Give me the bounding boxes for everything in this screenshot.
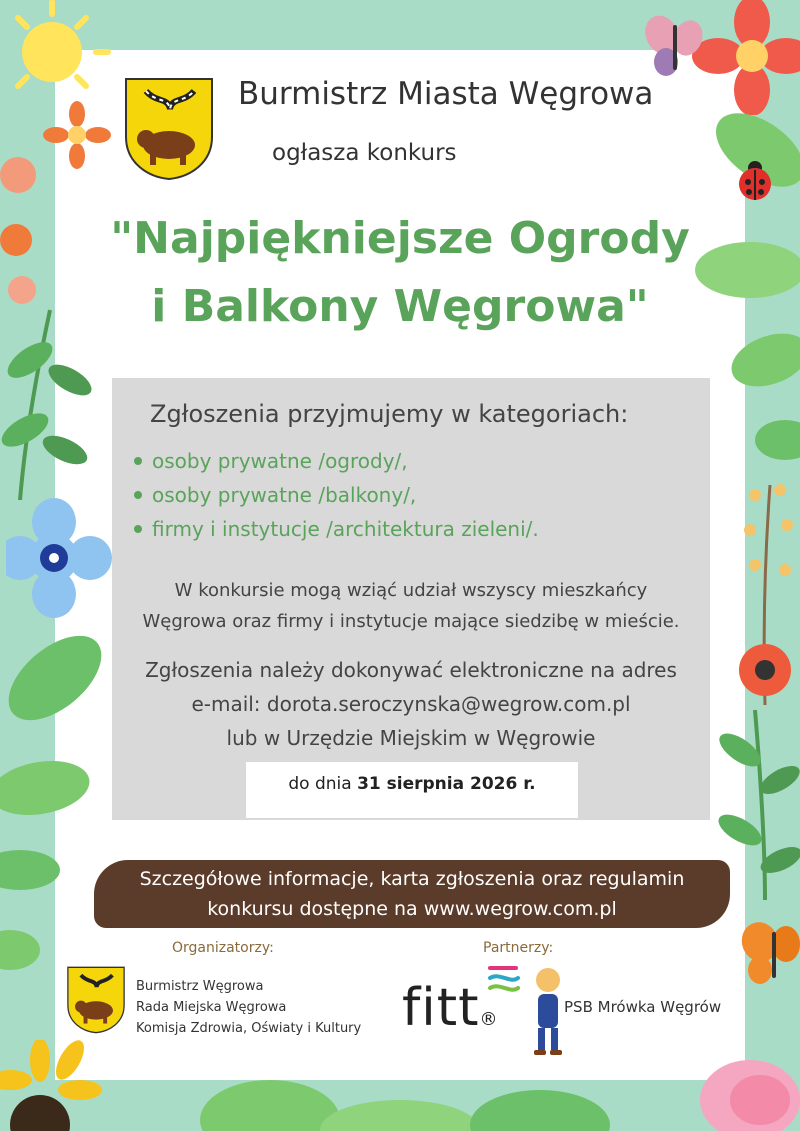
- categories-heading: Zgłoszenia przyjmujemy w kategoriach:: [150, 400, 629, 428]
- issuer-heading: Burmistrz Miasta Węgrowa: [238, 76, 654, 112]
- eligibility-line-1: W konkursie mogą wziąć udział wszyscy mieszkańcy: [174, 580, 648, 601]
- partner-name: PSB Mrówka Węgrów: [564, 998, 722, 1016]
- bullet-icon: [134, 457, 142, 465]
- submission-line-1: Zgłoszenia należy dokonywać elektroniczne na adres: [145, 658, 677, 682]
- list-item: Komisja Zdrowia, Oświaty i Kultury: [136, 1021, 362, 1036]
- partners-label: Partnerzy:: [483, 940, 554, 956]
- flower-icon: [735, 475, 800, 705]
- deadline-prefix: do dnia: [288, 774, 352, 794]
- categories-list: [134, 444, 539, 546]
- organizers-label: Organizatorzy:: [172, 940, 274, 956]
- fitt-logo-mark: ®: [479, 1009, 499, 1030]
- leaf-icon: [0, 840, 60, 980]
- list-item: [134, 478, 539, 512]
- flower-icon: [6, 498, 112, 618]
- butterfly-icon: [738, 918, 800, 988]
- bush-icon: [200, 1060, 620, 1131]
- mascot-icon: [528, 964, 568, 1056]
- eligibility-line-2: Węgrowa oraz firmy i instytucje mające siedzibę w mieście.: [142, 611, 680, 632]
- crest-icon: [124, 77, 214, 181]
- bullet-icon: [134, 491, 142, 499]
- deadline-box: [246, 762, 578, 818]
- details-line-2: konkursu dostępne na www.wegrow.com.pl: [207, 898, 617, 920]
- list-item: Rada Miejska Węgrowa: [136, 1000, 287, 1015]
- ladybug-icon: [735, 158, 775, 202]
- sunflower-icon: [0, 1040, 110, 1131]
- crest-icon: [66, 966, 126, 1034]
- contest-title-line-2: i Balkony Węgrowa": [151, 281, 649, 332]
- contest-title-line-1: "Najpiękniejsze Ogrody: [110, 213, 690, 264]
- details-banner: [94, 860, 730, 928]
- butterfly-icon: [640, 10, 710, 80]
- list-item: Burmistrz Węgrowa: [136, 979, 264, 994]
- eligibility-text: [112, 575, 710, 637]
- details-line-1: Szczegółowe informacje, karta zgłoszenia oraz regulamin: [139, 868, 685, 890]
- category-label: firmy i instytucje /architektura zieleni/.: [152, 517, 539, 541]
- leaf-icon: [0, 618, 110, 838]
- submission-text: [112, 653, 710, 755]
- submission-email-line: e-mail: dorota.seroczynska@wegrow.com.pl: [191, 692, 631, 716]
- bullet-icon: [134, 525, 142, 533]
- category-label: osoby prywatne /ogrody/,: [152, 449, 408, 473]
- fitt-wave-icon: [486, 960, 522, 1000]
- fitt-logo-text: fitt: [402, 978, 480, 1038]
- list-item: [134, 444, 539, 478]
- announcement-text: ogłasza konkurs: [272, 140, 457, 166]
- organizers-list: [136, 976, 361, 1039]
- list-item: [134, 512, 539, 546]
- category-label: osoby prywatne /balkony/,: [152, 483, 417, 507]
- deadline-date: 31 sierpnia 2026 r.: [357, 774, 536, 794]
- contest-title: [60, 205, 740, 341]
- flower-icon: [0, 150, 55, 310]
- submission-line-3: lub w Urzędzie Miejskim w Węgrowie: [226, 726, 596, 750]
- fitt-logo: [402, 978, 499, 1050]
- flower-icon: [690, 1040, 800, 1131]
